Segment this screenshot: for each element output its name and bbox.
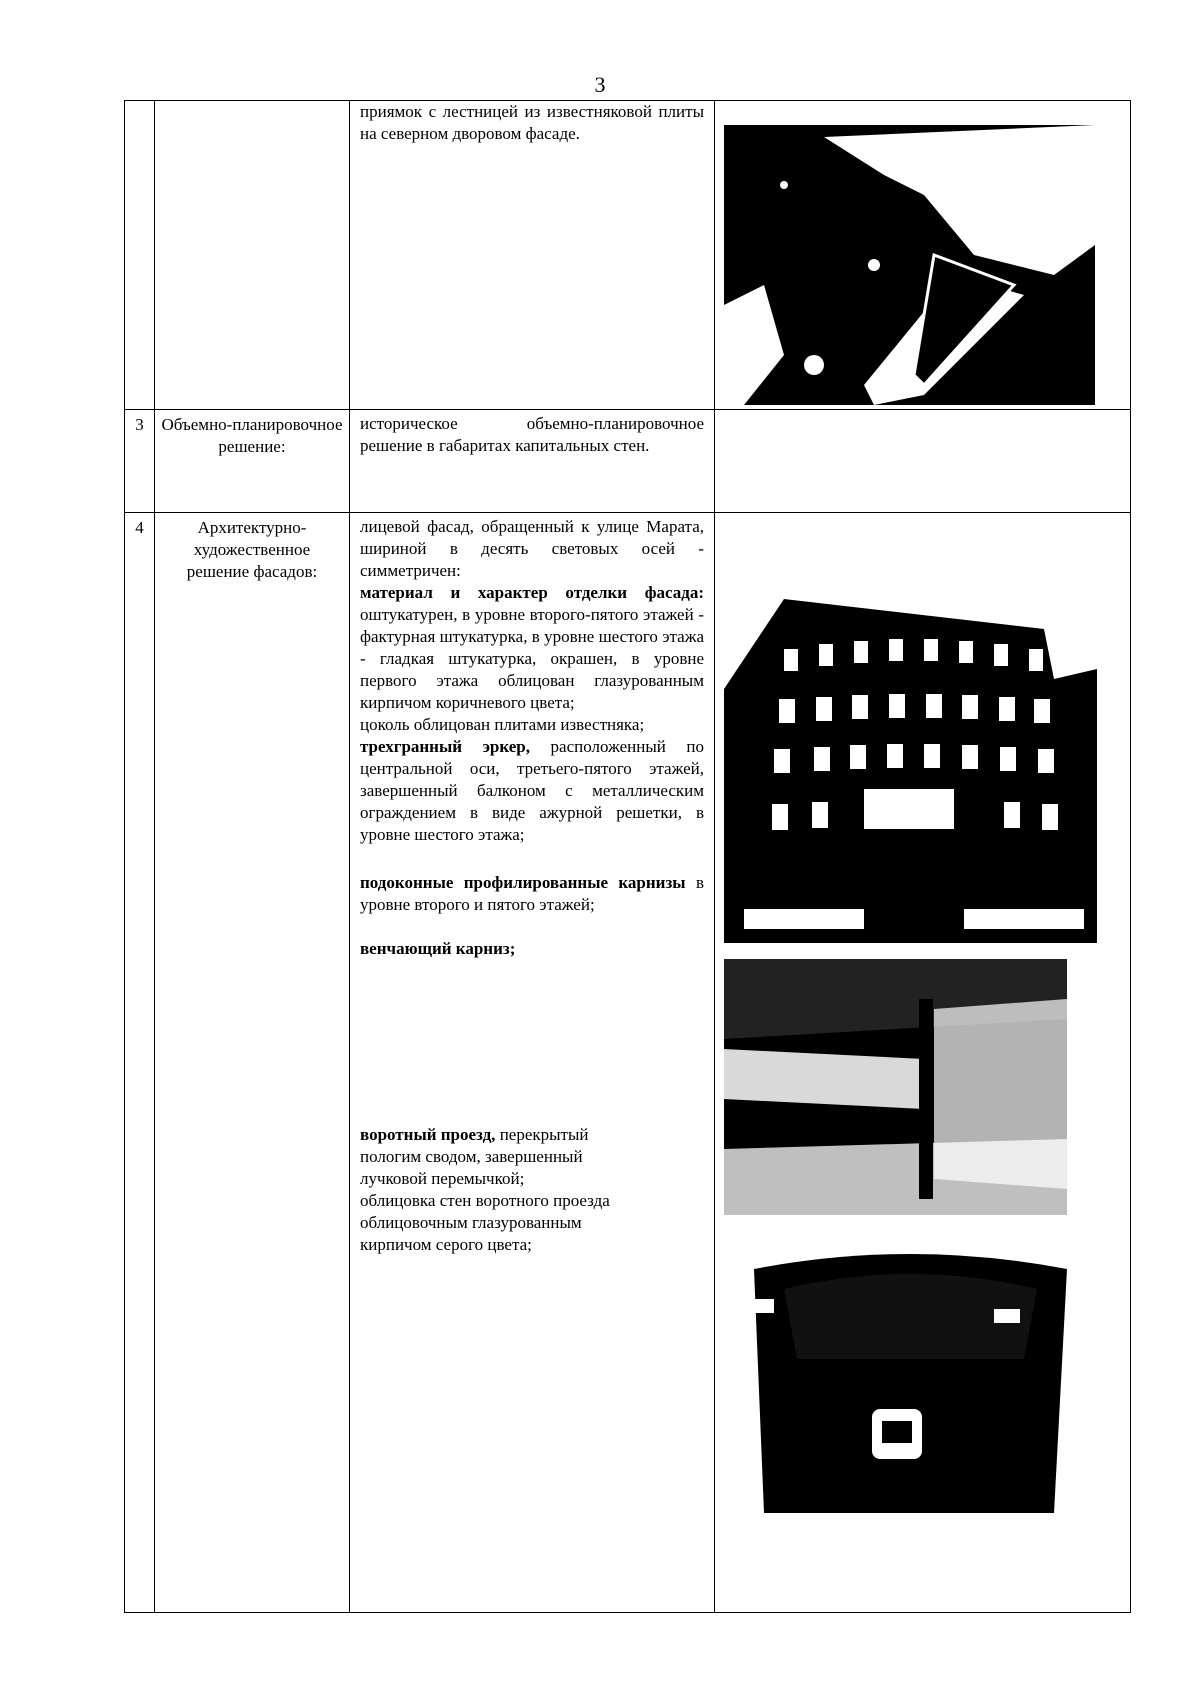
gateway-heading: воротный проезд, [360, 1125, 496, 1144]
row-number-cell [125, 101, 155, 410]
bay-window-text: расположенный по центральной оси, третьего-пятого этажей, завершенный балконом с металлическим ограждением в виде ажурной решетки, в уровне шестого этажа; [360, 737, 704, 844]
description-text: приямок с лестницей из известняковой плиты на северном дворовом фасаде. [360, 102, 704, 143]
table-row [125, 513, 1131, 1613]
row-name-cell: Архитектурно-художественное решение фасадов: [155, 513, 350, 1613]
row-number-cell: 3 [125, 410, 155, 513]
row-number-cell: 4 [125, 513, 155, 1613]
gateway-photo [724, 1229, 1097, 1513]
protection-subject-table [124, 100, 1131, 1613]
crowning-cornice-description [360, 938, 704, 960]
row-description-cell [350, 513, 715, 1613]
photo-cell [715, 101, 1131, 410]
main-facade-photo [724, 589, 1097, 943]
cornice-photo [724, 959, 1067, 1215]
crowning-cornice-heading: венчающий карниз; [360, 939, 516, 958]
row-name-cell [155, 101, 350, 410]
gateway-description [360, 1124, 630, 1190]
gateway-text: перекрытый пологим сводом, завершенный лучковой перемычкой; [360, 1125, 589, 1188]
description-text: историческое объемно-планировочное решение в габаритах капитальных стен. [360, 414, 704, 455]
sill-cornice-heading: подоконные профилированные карнизы [360, 873, 686, 892]
facade-finish-heading: материал и характер отделки фасада: [360, 583, 704, 602]
gateway-lining-description: облицовка стен воротного проезда облицовочным глазурованным кирпичом серого цвета; [360, 1191, 610, 1254]
table-row [125, 410, 1131, 513]
bay-window-heading: трехгранный эркер, [360, 737, 531, 756]
facade-description: лицевой фасад, обращенный к улице Марата, шириной в десять световых осей - симметричен: [360, 517, 704, 580]
row-description-cell [350, 410, 715, 513]
bay-window-description [360, 736, 704, 846]
facade-finish-description [360, 582, 704, 714]
pit-stairs-photo [724, 125, 1095, 405]
photo-cell [715, 513, 1131, 1613]
photo-cell [715, 410, 1131, 513]
sill-cornice-description [360, 872, 704, 916]
plinth-description: цоколь облицован плитами известняка; [360, 715, 645, 734]
table-row [125, 101, 1131, 410]
sill-cornice-text: в уровне второго и пятого этажей; [360, 873, 704, 914]
row-description-cell [350, 101, 715, 410]
row-name-cell: Объемно-планировочное решение: [155, 410, 350, 513]
facade-finish-text: оштукатурен, в уровне второго-пятого этажей - фактурная штукатурка, в уровне шестого этажа - гладкая штукатурка, окрашен, в уровне первого этажа облицован глазурованным кирпичом коричневого цвета; [360, 605, 704, 712]
page-number: 3 [594, 72, 606, 97]
